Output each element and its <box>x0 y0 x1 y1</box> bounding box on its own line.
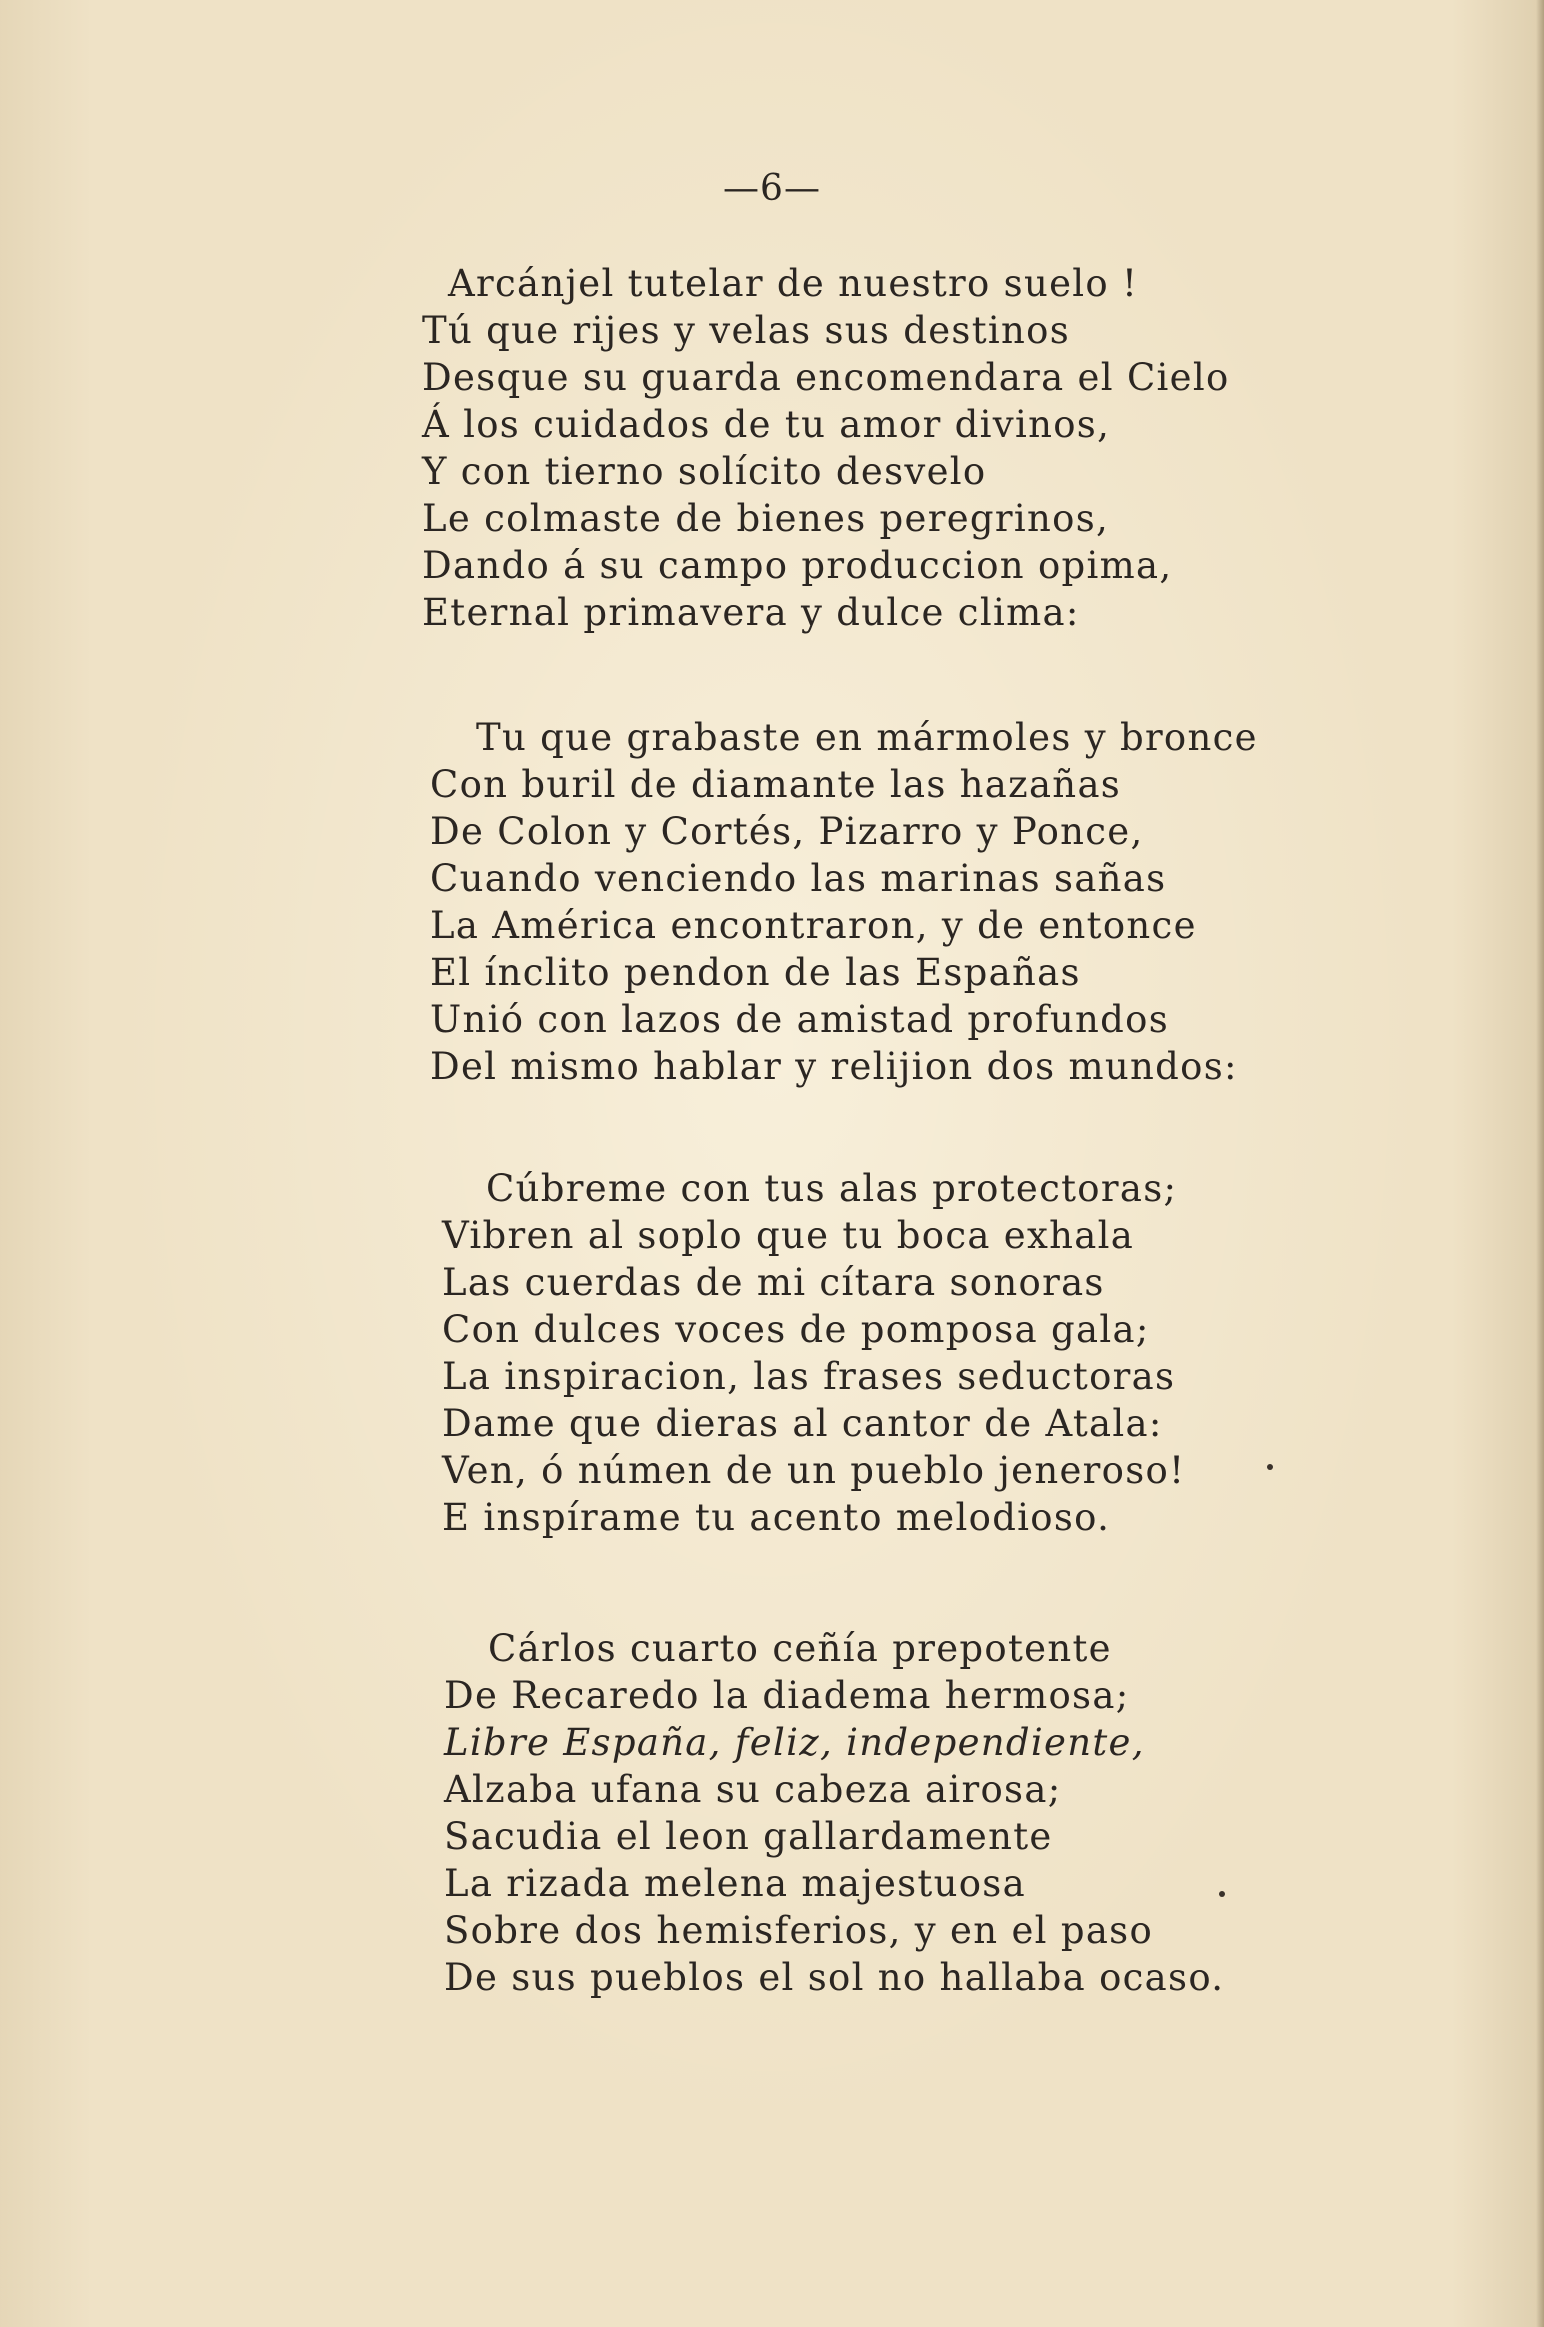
page-number: —6— <box>723 168 821 209</box>
ink-speck <box>1219 1891 1225 1897</box>
verse-line: Eternal primavera y dulce clima: <box>422 591 1080 634</box>
verse-line: Ven, ó númen de un pueblo jeneroso! <box>442 1449 1186 1492</box>
verse-line: Las cuerdas de mi cítara sonoras <box>442 1261 1105 1304</box>
verse-line: Desque su guarda encomendara el Cielo <box>422 356 1230 399</box>
verse-line: El ínclito pendon de las Españas <box>430 951 1081 994</box>
verse-line: Tu que grabaste en mármoles y bronce <box>476 716 1258 759</box>
verse-line: La rizada melena majestuosa <box>444 1862 1026 1905</box>
verse-line: Sacudia el leon gallardamente <box>444 1815 1053 1858</box>
verse-line: Á los cuidados de tu amor divinos, <box>422 403 1111 446</box>
verse-line: Dame que dieras al cantor de Atala: <box>442 1402 1163 1445</box>
verse-line: La América encontraron, y de entonce <box>430 904 1197 947</box>
ink-speck <box>1267 1464 1273 1470</box>
verse-line: Arcánjel tutelar de nuestro suelo ! <box>448 262 1139 305</box>
verse-line: Cúbreme con tus alas protectoras; <box>486 1167 1178 1210</box>
verse-line: Vibren al soplo que tu boca exhala <box>442 1214 1135 1257</box>
verse-line: Unió con lazos de amistad profundos <box>430 998 1170 1041</box>
verse-line: Alzaba ufana su cabeza airosa; <box>444 1768 1062 1811</box>
verse-line: Del mismo hablar y relijion dos mundos: <box>430 1045 1238 1088</box>
verse-line: E inspírame tu acento melodioso. <box>442 1496 1111 1539</box>
verse-line: Sobre dos hemisferios, y en el paso <box>444 1909 1154 1952</box>
verse-line: Cárlos cuarto ceñía prepotente <box>488 1627 1112 1670</box>
verse-line: Con dulces voces de pomposa gala; <box>442 1308 1150 1351</box>
verse-line: Cuando venciendo las marinas sañas <box>430 857 1167 900</box>
verse-line: La inspiracion, las frases seductoras <box>442 1355 1176 1398</box>
verse-line: Tú que rijes y velas sus destinos <box>422 309 1071 352</box>
verse-line: De Colon y Cortés, Pizarro y Ponce, <box>430 810 1144 853</box>
verse-line: De sus pueblos el sol no hallaba ocaso. <box>444 1956 1225 1999</box>
verse-line: Dando á su campo produccion opima, <box>422 544 1173 587</box>
verse-line: De Recaredo la diadema hermosa; <box>444 1674 1130 1717</box>
page-edge-shadow <box>1536 0 1544 2327</box>
verse-line: Con buril de diamante las hazañas <box>430 763 1122 806</box>
verse-line: Le colmaste de bienes peregrinos, <box>422 497 1110 540</box>
verse-line-italic: Libre España, feliz, independiente, <box>444 1721 1145 1764</box>
verse-line: Y con tierno solícito desvelo <box>422 450 987 493</box>
